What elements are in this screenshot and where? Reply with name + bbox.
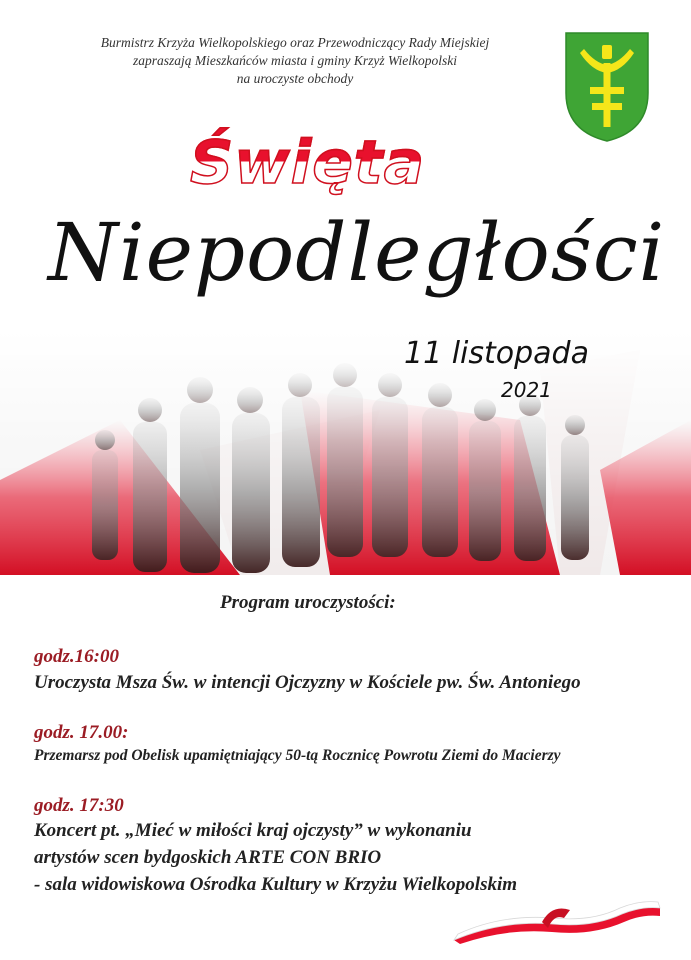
- title-swieta: Święta: [190, 128, 426, 198]
- invitation-line-1: Burmistrz Krzyża Wielkopolskiego oraz Przewodniczący Rady Miejskiej: [100, 35, 490, 50]
- invitation-line-2: zapraszają Mieszkańców miasta i gminy Krzyż Wielkopolski: [133, 53, 457, 68]
- program-desc-1: Uroczysta Msza Św. w intencji Ojczyzny w Kościele pw. Św. Antoniego: [34, 672, 581, 693]
- flag-ribbon-icon: [452, 900, 662, 948]
- program-time-2: godz. 17.00:: [34, 722, 129, 743]
- coat-of-arms-icon: [564, 31, 650, 143]
- program-desc-3-line-2: artystów scen bydgoskich ARTE CON BRIO: [34, 847, 382, 868]
- date-day: 11 listopada: [404, 336, 589, 371]
- title-niepodleglosci: Niepodległości: [48, 206, 666, 299]
- program-time-1: godz.16:00: [34, 646, 119, 667]
- program-desc-3-line-1: Koncert pt. „Mieć w miłości kraj ojczysty” w wykonaniu: [34, 820, 472, 841]
- program-time-3: godz. 17:30: [34, 795, 124, 816]
- date-year: 2021: [501, 378, 552, 402]
- program-desc-2: Przemarsz pod Obelisk upamiętniający 50-tą Rocznicę Powrotu Ziemi do Macierzy: [34, 747, 561, 764]
- invitation-line-3: na uroczyste obchody: [236, 71, 354, 86]
- invitation-text: [60, 34, 530, 88]
- program-desc-3-line-3: - sala widowiskowa Ośrodka Kultury w Krzyżu Wielkopolskim: [34, 874, 518, 895]
- program-heading: Program uroczystości:: [220, 592, 396, 613]
